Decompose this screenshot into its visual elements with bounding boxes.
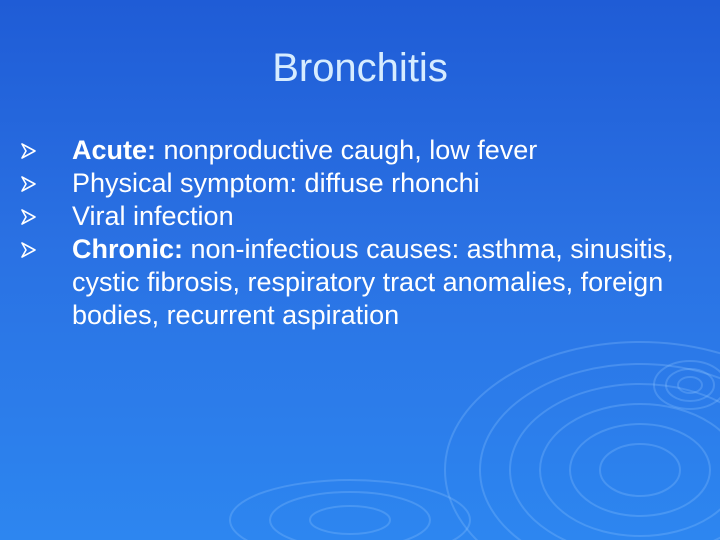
bullet-item-physical-symptom xyxy=(20,167,700,200)
bullet-text-acute: nonproductive caugh, low fever xyxy=(156,135,538,165)
bullet-item-chronic xyxy=(20,233,700,332)
slide-title: Bronchitis xyxy=(272,46,448,90)
arrowhead-bullet-icon xyxy=(20,242,36,258)
bullet-text-chronic: non-infectious causes: asthma, sinusitis, cystic fibrosis, respiratory tract anomalies, foreign bodies, recurrent aspiration xyxy=(72,234,674,330)
bullet-item-acute xyxy=(20,134,700,167)
bullet-list xyxy=(20,134,700,332)
arrowhead-bullet-icon xyxy=(20,176,36,192)
arrowhead-bullet-icon xyxy=(20,143,36,159)
bullet-item-viral-infection xyxy=(20,200,700,233)
bullet-lead-acute: Acute: xyxy=(72,135,157,165)
bullet-text-viral-infection: Viral infection xyxy=(72,201,234,231)
arrowhead-bullet-icon xyxy=(20,209,36,225)
bullet-text-physical-symptom: Physical symptom: diffuse rhonchi xyxy=(72,168,480,198)
bullet-lead-chronic: Chronic: xyxy=(72,234,183,264)
